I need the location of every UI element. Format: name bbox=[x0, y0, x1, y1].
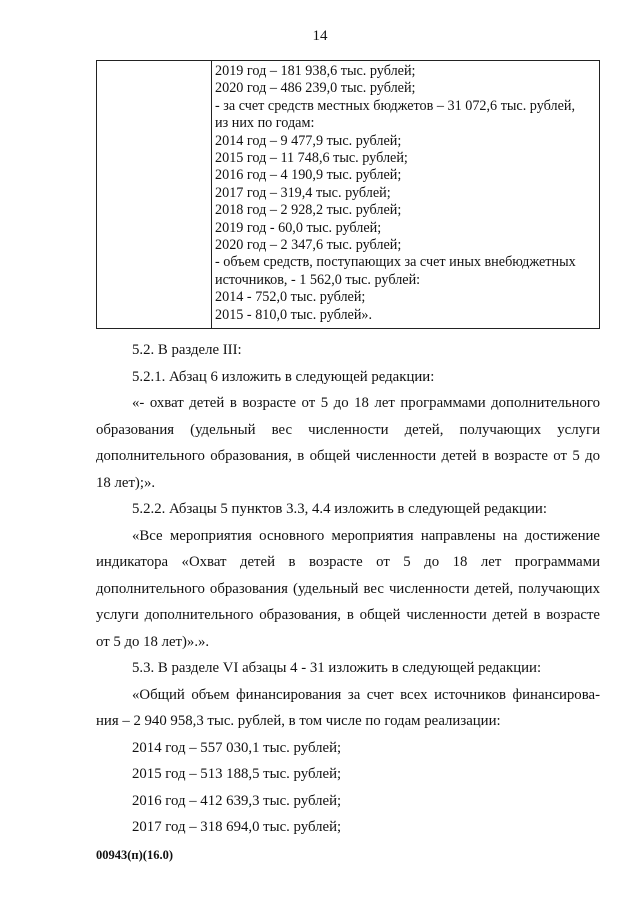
text-line: образования (удельный вес численности детей, получающих услуги bbox=[96, 421, 600, 438]
text-line: ния – 2 940 958,3 тыс. рублей, в том числе по годам реализации: bbox=[96, 713, 501, 729]
clause-5-2-2: 5.2.2. Абзацы 5 пунктов 3.3, 4.4 изложить в следующей редакции: bbox=[132, 501, 547, 517]
table-line: - за счет средств местных бюджетов – 31 072,6 тыс. рублей, bbox=[215, 97, 576, 114]
section-heading-5-3: 5.3. В разделе VI абзацы 4 - 31 изложить в следующей редакции: bbox=[132, 660, 542, 676]
table-line: 2017 год – 319,4 тыс. рублей; bbox=[215, 184, 391, 201]
table-line: 2019 год – 181 938,6 тыс. рублей; bbox=[215, 63, 416, 79]
year-line-2014: 2014 год – 557 030,1 тыс. рублей; bbox=[132, 739, 342, 756]
table-line: - объем средств, поступающих за счет иных внебюджетных bbox=[215, 254, 576, 271]
table-line: 2020 год – 486 239,0 тыс. рублей; bbox=[215, 80, 416, 97]
text-line: дополнительного образования (удельный вес численности детей, получающих bbox=[96, 580, 600, 597]
clause-5-2-1: 5.2.1. Абзац 6 изложить в следующей редакции: bbox=[132, 368, 435, 385]
document-body bbox=[96, 337, 600, 841]
table-line: 2015 - 810,0 тыс. рублей». bbox=[215, 306, 373, 323]
table-line: 2016 год – 4 190,9 тыс. рублей; bbox=[215, 167, 402, 184]
table-line: 2014 - 752,0 тыс. рублей; bbox=[215, 289, 366, 306]
text-line: индикатора «Охват детей в возрасте от 5 до 18 лет программами bbox=[96, 554, 600, 570]
section-heading-5-2: 5.2. В разделе III: bbox=[132, 342, 242, 358]
text-line: «Общий объем финансирования за счет всех источников финансирова- bbox=[132, 686, 600, 703]
year-line-2015: 2015 год – 513 188,5 тыс. рублей; bbox=[132, 766, 342, 782]
year-line-2017: 2017 год – 318 694,0 тыс. рублей; bbox=[132, 819, 342, 835]
text-line: 18 лет);». bbox=[96, 474, 156, 491]
table-line: 2018 год – 2 928,2 тыс. рублей; bbox=[215, 202, 402, 219]
funding-table bbox=[96, 60, 600, 329]
year-line-2016: 2016 год – 412 639,3 тыс. рублей; bbox=[132, 792, 342, 809]
table-left-cell bbox=[97, 61, 212, 329]
text-line: «Все мероприятия основного мероприятия направлены на достижение bbox=[132, 527, 600, 544]
quote-paragraph-activities bbox=[96, 523, 600, 656]
document-code: 00943(п)(16.0) bbox=[96, 848, 173, 862]
table-line: 2019 год - 60,0 тыс. рублей; bbox=[215, 219, 382, 236]
page-number: 14 bbox=[312, 28, 328, 44]
table-line: 2015 год – 11 748,6 тыс. рублей; bbox=[215, 150, 408, 167]
quote-paragraph-financing bbox=[96, 682, 600, 735]
quote-paragraph-coverage bbox=[96, 390, 600, 496]
table-line: 2014 год – 9 477,9 тыс. рублей; bbox=[215, 132, 402, 149]
table-row bbox=[97, 61, 600, 329]
text-line: «- охват детей в возрасте от 5 до 18 лет программами дополнительного bbox=[132, 395, 600, 411]
table-right-cell bbox=[212, 61, 600, 329]
text-line: услуги дополнительного образования, в общей численности детей в возрасте bbox=[96, 607, 600, 623]
table-line: источников, - 1 562,0 тыс. рублей: bbox=[215, 271, 421, 288]
text-line: от 5 до 18 лет)».». bbox=[96, 633, 210, 650]
table-line: 2020 год – 2 347,6 тыс. рублей; bbox=[215, 237, 402, 254]
text-line: дополнительного образования, в общей численности детей в возрасте от 5 до bbox=[96, 448, 600, 464]
table-line: из них по годам: bbox=[215, 115, 315, 132]
